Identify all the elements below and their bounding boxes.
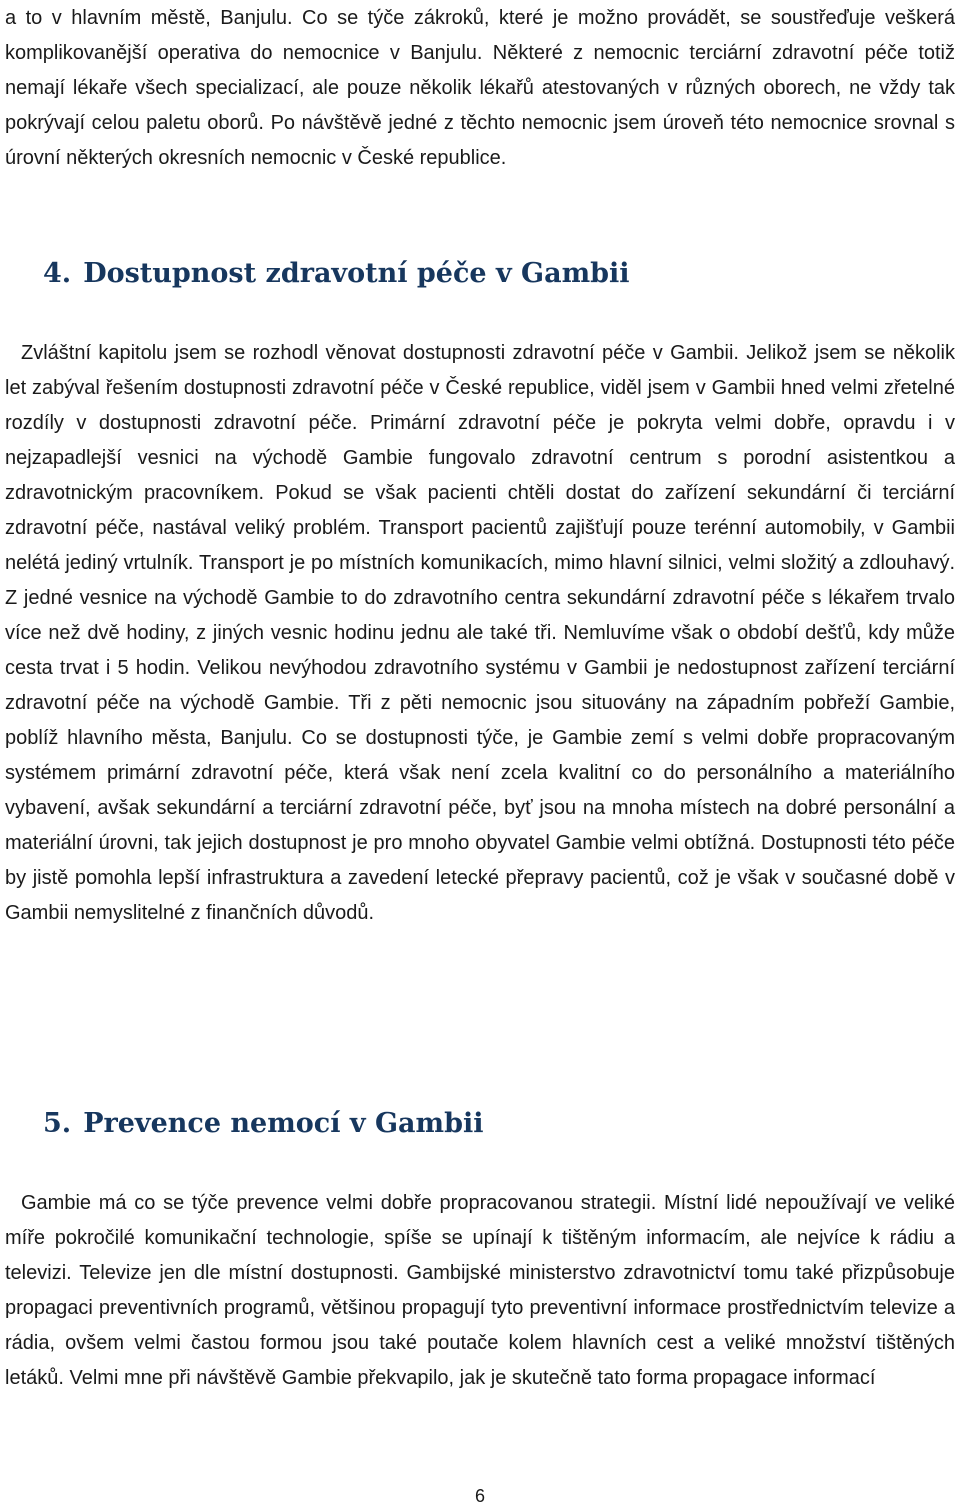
intro-paragraph: a to v hlavním městě, Banjulu. Co se týče zákroků, které je možno provádět, se soustřeďuje veškerá komplikovanější operativa do nemocnice v Banjulu. Některé z nemocnic terciární zdravotní péče totiž nemají lékaře všech specializací, ale pouze několik lékařů atestovaných v různých oborech, ne vždy tak pokrývají celou paletu oborů. Po návštěvě jedné z těchto nemocnic jsem úroveň této nemocnice srovnal s úrovní některých okresních nemocnic v České republice. — [5, 7, 955, 169]
section-5-paragraph: Gambie má co se týče prevence velmi dobře propracovanou strategii. Místní lidé nepoužívají ve veliké míře pokročilé komunikační technologie, spíše se upínají k tištěným informacím, ale nejvíce k rádiu a televizi. Televize jen dle místní dostupnosti. Gambijské ministerstvo zdravotnictví tomu také přizpůsobuje propagaci preventivních programů, většinou propagují tyto preventivní informace prostřednictvím televize a rádia, ovšem velmi častou formou jsou také poutače kolem hlavních cest a veliké množství tištěných letáků. Velmi mne při návštěvě Gambie překvapilo, jak je skutečně tato forma propagace informací — [5, 1192, 955, 1389]
page-number: 6 — [474, 1486, 485, 1506]
section-4-number: 4. — [43, 258, 72, 289]
section-4-heading — [43, 258, 630, 289]
section-4-paragraph: Zvláštní kapitolu jsem se rozhodl věnovat dostupnosti zdravotní péče v Gambii. Jelikož jsem se několik let zabýval řešením dostupnosti zdravotní péče v České republice, viděl jsem v Gambii hned velmi zřetelné rozdíly v dostupnosti zdravotní péče. Primární zdravotní péče je pokryta velmi dobře, opravdu i v nejzapadlejší vesnici na východě Gambie fungovalo zdravotní centrum s porodní asistentkou a zdravotnickým pracovníkem. Pokud se však pacienti chtěli dostat do zařízení sekundární či terciární zdravotní péče, nastával veliký problém. Transport pacientů zajišťují pouze terénní automobily, v Gambii nelétá jediný vrtulník. Transport je po místních komunikacích, mimo hlavní silnici, velmi složitý a zdlouhavý. Z jedné vesnice na východě Gambie to do zdravotního centra sekundární zdravotní péče s lékařem trvalo více než dvě hodiny, z jiných vesnic hodinu jednu ale také tři. Nemluvíme však o období dešťů, kdy může cesta trvat i 5 hodin. Velikou nevýhodou zdravotního systému v Gambii je nedostupnost zařízení terciární zdravotní péče na východě Gambie. Tři z pěti nemocnic jsou situovány na západním pobřeží Gambie, poblíž hlavního města, Banjulu. Co se dostupnosti týče, je Gambie zemí s velmi dobře propracovaným systémem primární zdravotní péče, která však není zcela kvalitní co do personálního a materiálního vybavení, avšak sekundární a terciární zdravotní péče, byť jsou na mnoha místech na dobré personální a materiální úrovni, tak jejich dostupnost je pro mnoho obyvatel Gambie velmi obtížná. Dostupnosti této péče by jistě pomohla lepší infrastruktura a zavedení letecké přepravy pacientů, což je však v současné době v Gambii nemyslitelné z finančních důvodů. — [5, 342, 955, 924]
section-5-heading — [43, 1108, 484, 1139]
section-4-title: Dostupnost zdravotní péče v Gambii — [83, 258, 630, 289]
section-5-number: 5. — [43, 1108, 72, 1139]
section-5-title: Prevence nemocí v Gambii — [83, 1108, 484, 1139]
